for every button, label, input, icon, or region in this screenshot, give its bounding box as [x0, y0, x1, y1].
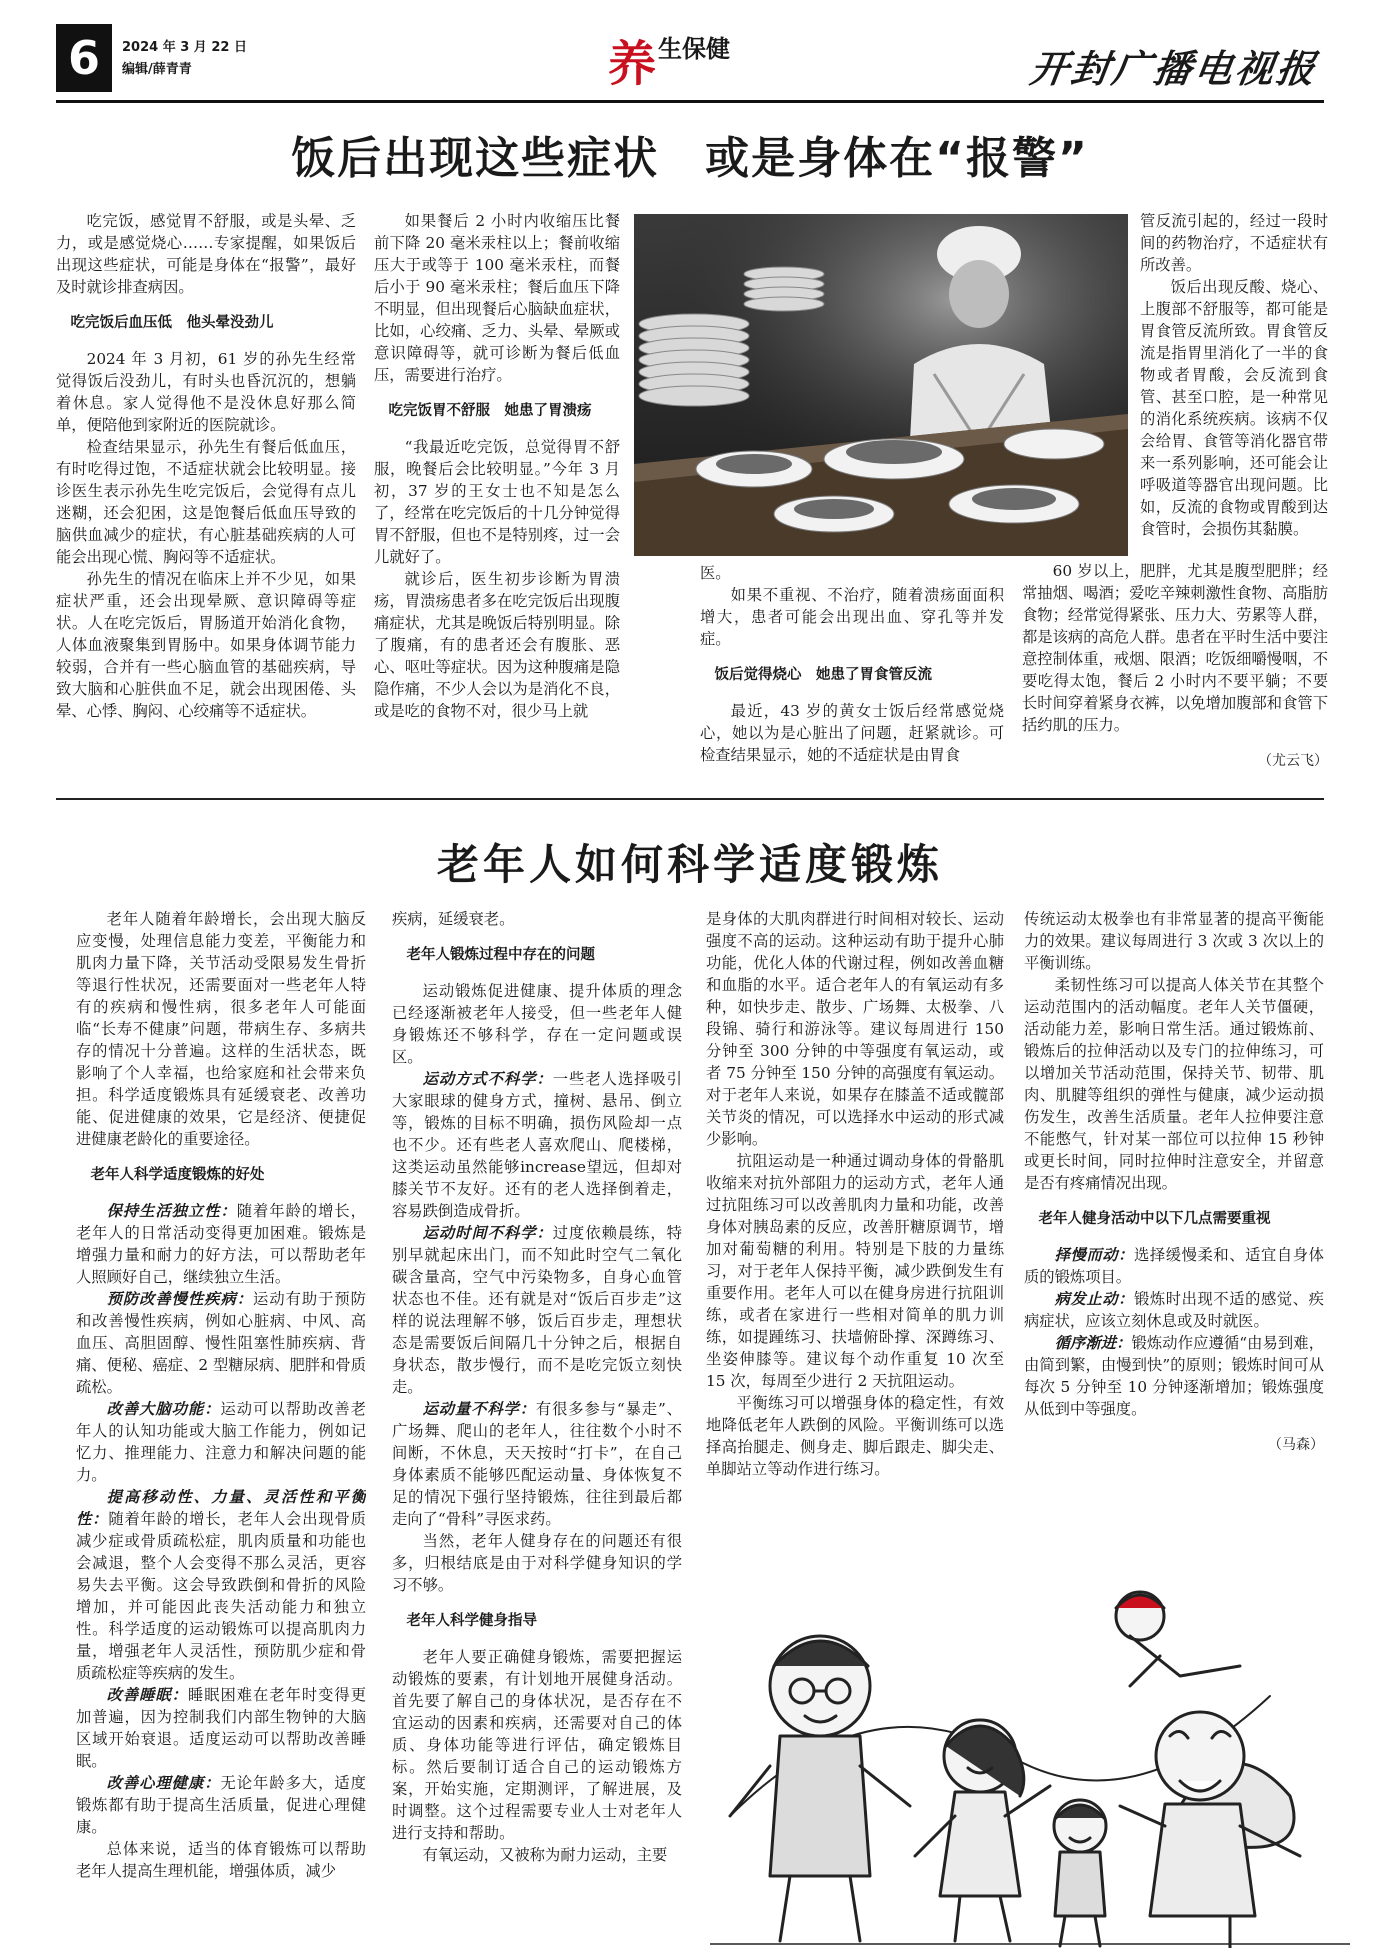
- subheading: 吃完饭后血压低 他头晕没劲儿: [70, 315, 274, 331]
- masthead-rule: [56, 100, 1324, 103]
- article1-column-4a: [1140, 210, 1328, 560]
- paragraph-text: 运动有助于预防和改善慢性疾病，例如心脏病、中风、高血压、高胆固醇、慢性阻塞性肺疾病、背痛、便秘、癌症、2 型糖尿病、肥胖和骨质疏松。: [76, 1290, 366, 1396]
- paragraph: [1024, 1332, 1324, 1420]
- issue-date: 2024 年 3 月 22 日: [122, 40, 247, 55]
- article2-column-1: [76, 908, 366, 1938]
- paragraph-text: 有很多参与“暴走”、广场舞、爬山的老年人，往往数个小时不间断，不休息，天天按时“打卡”，在自己身体素质不能够匹配运动量、身体恢复不足的情况下强行坚持锻炼，往往到最后都走向了“骨科”寻医求药。: [392, 1400, 682, 1528]
- article1-headline: 饭后出现这些症状 或是身体在“报警”: [291, 133, 1089, 184]
- paragraph: 如果餐后 2 小时内收缩压比餐前下降 20 毫米汞柱以上；餐前收缩压大于或等于 100 毫米汞柱，而餐后小于 90 毫米汞柱；餐后血压下降不明显，但出现餐后心脑缺血症状，比如，心绞痛、乏力、头晕、晕厥或意识障碍等，就可诊断为餐后低血压，需要进行治疗。: [374, 212, 620, 384]
- paragraph-text: 锻炼动作应遵循“由易到难，由简到繁，由慢到快”的原则；锻炼时间可从每次 5 分钟至 10 分钟逐渐增加；锻炼强度从低到中等强度。: [1024, 1334, 1324, 1418]
- lead-label: 择慢而动：: [1054, 1246, 1134, 1264]
- article2-column-3: [706, 908, 1004, 1518]
- paragraph: [1024, 1244, 1324, 1288]
- article2-byline: （马森）: [1268, 1437, 1324, 1453]
- lead-label: 循序渐进：: [1054, 1334, 1132, 1352]
- paragraph: 抗阻运动是一种通过调动身体的骨骼肌收缩来对抗外部阻力的运动方式，老年人通过抗阻练习可以改善肌肉力量和功能，改善身体对胰岛素的反应，改善肝糖原调节，增加对葡萄糖的利用。特别是下肢的力量练习，对于老年人保持平衡，减少跌倒发生有重要作用。老年人可以在健身房进行抗阻训练，或者在家进行一些相对简单的肌力训练，如提踵练习、扶墙俯卧撑、深蹲练习、坐姿伸膝等。建议每个动作重复 10 次至 15 次，每周至少进行 2 天抗阻运动。: [706, 1152, 1004, 1390]
- paragraph: [76, 1684, 366, 1772]
- paragraph-text: 随着年龄的增长，老年人的日常活动变得更加困难。锻炼是增强力量和耐力的好方法，可以帮助老年人照顾好自己，继续独立生活。: [76, 1202, 366, 1286]
- subheading: 吃完饭胃不舒服 她患了胃溃疡: [388, 403, 592, 419]
- paragraph: 60 岁以上，肥胖，尤其是腹型肥胖；经常抽烟、喝酒；爱吃辛辣刺激性食物、高脂肪食物；经常觉得紧张、压力大、劳累等人群，都是该病的高危人群。患者在平时生活中要注意控制体重，戒烟、限酒；吃饭细嚼慢咽，不要吃得太饱，餐后 2 小时内不要平躺；不要长时间穿着紧身衣裤，以免增加腹部和食管下括约肌的压力。: [1022, 562, 1328, 734]
- paragraph: 柔韧性练习可以提高人体关节在其整个运动范围内的活动幅度。老年人关节僵硬，活动能力差，影响日常生活。通过锻炼前、锻炼后的拉伸活动以及专门的拉伸练习，可以增加关节活动范围，保持关节、韧带、肌肉、肌腱等组织的弹性与健康，减少运动损伤发生，改善生活质量。老年人拉伸要注意不能憋气，针对某一部位可以拉伸 15 秒钟或更长时间，同时拉伸时注意安全，并留意是否有疼痛情况出现。: [1024, 976, 1324, 1192]
- article1-column-1: [56, 210, 356, 780]
- lead-label: 改善睡眠：: [106, 1686, 188, 1704]
- article2-column-4: [1024, 908, 1324, 1548]
- chef-photo-icon: [634, 214, 1128, 556]
- paragraph-text: 选择缓慢柔和、适宜自身体质的锻炼项目。: [1024, 1246, 1324, 1286]
- section-title-rest: 生保健: [658, 35, 731, 63]
- page-number: 6: [56, 24, 112, 92]
- paragraph: [76, 1200, 366, 1288]
- paragraph: 孙先生的情况在临床上并不少见，如果症状严重，还会出现晕厥、意识障碍等症状。人在吃完饭后，胃肠道开始消化食物，人体血液聚集到胃肠中。如果身体调节能力较弱，合并有一些心脑血管的基础疾病，导致大脑和心脏供血不足，就会出现困倦、头晕、心悸、胸闷、心绞痛等不适症状。: [56, 570, 356, 720]
- lead-label: 病发止动：: [1054, 1290, 1134, 1308]
- article1-column-4b: [1022, 560, 1328, 780]
- paragraph-text: 锻炼时出现不适的感觉、疾病症状，应该立刻休息或及时就医。: [1024, 1290, 1324, 1330]
- paragraph-text: 运动可以帮助改善老年人的认知功能或大脑工作能力，例如记忆力、推理能力、注意力和解决问题的能力。: [76, 1400, 366, 1484]
- subheading: 老年人科学健身指导: [406, 1613, 537, 1629]
- lead-label: 运动方式不科学：: [422, 1070, 553, 1088]
- paragraph: 运动锻炼促进健康、提升体质的理念已经逐渐被老年人接受，但一些老年人健身锻炼还不够科学，存在一定问题或误区。: [392, 982, 682, 1066]
- subheading: 老年人科学适度锻炼的好处: [90, 1167, 265, 1183]
- article1-column-3: [700, 562, 1004, 780]
- paragraph-text: 过度依赖晨练，特别早就起床出门，而不知此时空气二氧化碳含量高，空气中污染物多，自身心血管状态也不佳。还有就是对“饭后百步走”这样的说法理解不够，饭后百步走，理想状态是需要饭后间隔几十分钟之后，根据自身状态，散步慢行，而不是吃完饭立刻快走。: [392, 1224, 682, 1396]
- paragraph: 老年人随着年龄增长，会出现大脑反应变慢，处理信息能力变差，平衡能力和肌肉力量下降，关节活动受限易发生骨折等退行性状况，还需要面对一些老年人特有的疾病和慢性病，很多老年人可能面临“长寿不健康”问题，带病生存、多病共存的情况十分普遍。这样的生活状态，既影响了个人幸福，也给家庭和社会带来负担。科学适度锻炼具有延缓衰老、改善功能、促进健康的效果，它是经济、便捷促进健康老龄化的重要途径。: [76, 910, 366, 1148]
- paragraph-text: 一些老人选择吸引大家眼球的健身方式，撞树、悬吊、倒立等，锻炼的目标不明确，损伤风险却一点也不少。还有些老人喜欢爬山、爬楼梯，这类运动虽然能够increase望远，但却对膝关节不友好。还有的老人选择倒着走，容易跌倒造成骨折。: [392, 1070, 682, 1220]
- paragraph: 传统运动太极拳也有非常显著的提高平衡能力的效果。建议每周进行 3 次或 3 次以上的平衡训练。: [1024, 910, 1324, 972]
- paragraph: 饭后出现反酸、烧心、上腹部不舒服等，都可能是胃食管反流所致。胃食管反流是指胃里消化了一半的食物或者胃酸，会反流到食管、甚至口腔，是一种常见的消化系统疾病。该病不仅会给胃、食管等消化器官带来一系列影响，还可能会让呼吸道等器官出现问题。比如，反流的食物或胃酸到达食管时，会损伤其黏膜。: [1140, 278, 1328, 538]
- paragraph: 总体来说，适当的体育锻炼可以帮助老年人提高生理机能，增强体质，减少: [76, 1840, 366, 1880]
- paragraph: [76, 1288, 366, 1398]
- paragraph: 当然，老年人健身存在的问题还有很多，归根结底是由于对科学健身知识的学习不够。: [392, 1532, 682, 1594]
- paragraph: 检查结果显示，孙先生有餐后低血压，有时吃得过饱，不适症状就会比较明显。接诊医生表示孙先生吃完饭后，会觉得有点儿迷糊，还会犯困，这是饱餐后低血压导致的脑供血减少的症状，有心脏基础疾病的人可能会出现心慌、胸闷等不适症状。: [56, 438, 356, 566]
- paragraph: 老年人要正确健身锻炼，需要把握运动锻炼的要素，有计划地开展健身活动。首先要了解自己的身体状况，是否存在不宜运动的因素和疾病，还需要对自己的体质、身体功能等进行评估，确定锻炼目标。然后要制订适合自己的运动锻炼方案，开始实施，定期测评，了解进展，及时调整。这个过程需要专业人士对老年人进行支持和帮助。: [392, 1648, 682, 1842]
- paragraph-text: 睡眠困难在老年时变得更加普遍，因为控制我们内部生物钟的大脑区域开始衰退。适度运动可以帮助改善睡眠。: [76, 1686, 366, 1770]
- article1-column-2: [374, 210, 620, 780]
- paragraph: 医。: [700, 564, 731, 582]
- subheading: 老年人锻炼过程中存在的问题: [406, 947, 595, 963]
- lead-label: 预防改善慢性疾病：: [106, 1290, 254, 1308]
- paragraph: 最近，43 岁的黄女士饭后经常感觉烧心，她以为是心脏出了问题，赶紧就诊。可检查结果显示，她的不适症状是由胃食: [700, 702, 1004, 764]
- section-divider: [56, 798, 1324, 800]
- editor-credit: 编辑/薛青青: [122, 62, 192, 77]
- paragraph: 吃完饭，感觉胃不舒服，或是头晕、乏力，或是感觉烧心……专家提醒，如果饭后出现这些症状，可能是身体在“报警”，最好及时就诊排查病因。: [56, 212, 356, 296]
- lead-label: 运动量不科学：: [422, 1400, 536, 1418]
- elderly-exercise-cartoon-icon: [710, 1556, 1350, 1948]
- paragraph: 如果不重视、不治疗，随着溃疡面面积增大，患者可能会出现出血、穿孔等并发症。: [700, 586, 1004, 648]
- paragraph-text: 随着年龄的增长，老年人会出现骨质减少症或骨质疏松症，肌肉质量和功能也会减退，整个人会变得不那么灵活，更容易失去平衡。这会导致跌倒和骨折的风险增加，并可能因此丧失活动能力和独立性。科学适度的运动锻炼可以提高肌肉力量，增强老年人灵活性，预防肌少症和骨质疏松症等疾病的发生。: [76, 1510, 366, 1682]
- article2-column-2: [392, 908, 682, 1938]
- paragraph: 疾病，延缓衰老。: [392, 910, 515, 928]
- paragraph-text: 无论年龄多大，适度锻炼都有助于提高生活质量，促进心理健康。: [76, 1774, 366, 1836]
- paragraph: [392, 1222, 682, 1398]
- paragraph: [76, 1772, 366, 1838]
- paragraph: 平衡练习可以增强身体的稳定性，有效地降低老年人跌倒的风险。平衡训练可以选择高抬腿走、侧身走、脚后跟走、脚尖走、单脚站立等动作进行练习。: [706, 1394, 1004, 1478]
- article2-headline: 老年人如何科学适度锻炼: [436, 840, 943, 889]
- section-title-char: 养: [608, 36, 657, 92]
- paragraph: 是身体的大肌肉群进行时间相对较长、运动强度不高的运动。这种运动有助于提升心肺功能，优化人体的代谢过程，例如改善血糖和血脂的水平。适合老年人的有氧运动有多种，如快步走、散步、广场舞、太极拳、八段锦、骑行和游泳等。建议每周进行 150 分钟至 300 分钟的中等强度有氧运动，或者 75 分钟至 150 分钟的高强度有氧运动。对于老年人来说，如果存在膝盖不适或髋部关节炎的情况，可以选择水中运动的形式减少影响。: [706, 910, 1004, 1148]
- paragraph: 就诊后，医生初步诊断为胃溃疡，胃溃疡患者多在吃完饭后出现腹痛症状，尤其是晚饭后特别明显。除了腹痛，有的患者还会有腹胀、恶心、呕吐等症状。因为这种腹痛是隐隐作痛，不少人会以为是消化不良，或是吃的食物不对，很少马上就: [374, 570, 620, 720]
- lead-label: 保持生活独立性：: [106, 1202, 237, 1220]
- paragraph: “我最近吃完饭，总觉得胃不舒服，晚餐后会比较明显。”今年 3 月初，37 岁的王女士也不知是怎么了，经常在吃完饭后的十几分钟觉得胃不舒服，但也不是特别疼，过一会儿就好了。: [374, 438, 620, 566]
- paragraph: [392, 1398, 682, 1530]
- paragraph: [1024, 1288, 1324, 1332]
- lead-label: 改善心理健康：: [106, 1774, 221, 1792]
- paragraph: [392, 1068, 682, 1222]
- lead-label: 运动时间不科学：: [422, 1224, 553, 1242]
- paragraph: 2024 年 3 月初，61 岁的孙先生经常觉得饭后没劲儿，有时头也昏沉沉的，想躺着休息。家人觉得他不是没休息好那么简单，便陪他到家附近的医院就诊。: [56, 350, 356, 434]
- masthead: [56, 24, 1324, 104]
- exercise-cartoon: [710, 1556, 1350, 1948]
- article1-byline: （尤云飞）: [1258, 753, 1328, 769]
- section-title: [608, 24, 730, 94]
- subheading: 老年人健身活动中以下几点需要重视: [1038, 1211, 1271, 1227]
- paragraph: [76, 1398, 366, 1486]
- paragraph: 管反流引起的，经过一段时间的药物治疗，不适症状有所改善。: [1140, 212, 1328, 274]
- paragraph: 有氧运动，又被称为耐力运动，主要: [422, 1846, 668, 1864]
- subheading: 饭后觉得烧心 她患了胃食管反流: [714, 667, 932, 683]
- paper-logo: 开封广播电视报: [1027, 46, 1321, 91]
- paragraph: [76, 1486, 366, 1684]
- lead-label: 提高移动性、力量、灵活性和平衡性：: [76, 1488, 366, 1528]
- chef-photo: [634, 214, 1128, 556]
- lead-label: 改善大脑功能：: [106, 1400, 221, 1418]
